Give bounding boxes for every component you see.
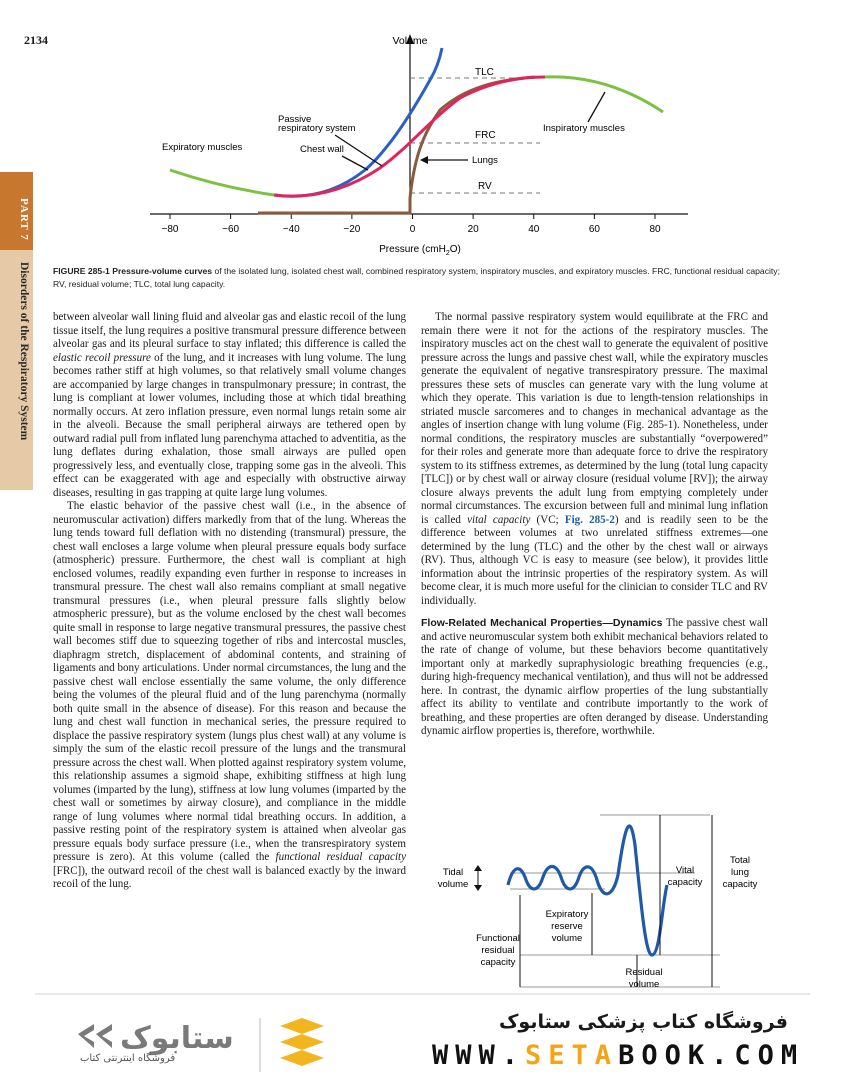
lung-volumes-diagram: [420, 805, 780, 995]
tidal-label-2: volume: [437, 879, 469, 890]
tlc-label-2: lung: [731, 867, 749, 878]
lungs-arrow-icon: [420, 156, 428, 164]
pressure-volume-chart: [150, 30, 690, 262]
tlc-label-3: capacity: [722, 879, 758, 890]
frc-label-3: capacity: [480, 957, 516, 968]
tlc-label: TLC: [475, 67, 494, 78]
rv-label-1: Residual: [625, 967, 663, 978]
footer-divider: [35, 993, 810, 995]
x-tick-label: 20: [467, 224, 479, 235]
y-axis-label: Volume: [392, 35, 428, 47]
section-heading: Flow-Related Mechanical Properties—Dynamics: [421, 617, 663, 629]
store-name: فروشگاه کتاب پزشکی ستابوک: [498, 1011, 788, 1033]
inspiratory-pointer: [588, 92, 605, 122]
passive-label-2: respiratory system: [278, 123, 356, 134]
left-column: [53, 311, 406, 892]
x-tick-label: −20: [343, 224, 361, 235]
left-paragraph-1: between alveolar wall lining fluid and alveolar gas and elastic recoil of the lung tissue itself, the lung requires a positive transmural pressure difference between alveolar gas and its pleural surface to stay inflated; this difference is called the elastic recoil pressure of the lung, and it increases with lung volume. The lung becomes rather stiff at high volumes, so that relatively small volume changes are accompanied by large changes in transpulmonary pressure; in contrast, the lung is compliant at lower volumes, including those at which tidal breathing normally occurs. At zero inflation pressure, even normal lungs retain some air in the alveoli. Because the small peripheral airways are tethered open by outward radial pull from inflated lung parenchyma attached to adventitia, as the lung deflates during exhalation, those small airways are pulled open progressively less, and eventually close, trapping some gas in the alveoli. This effect can be exaggerated with age and especially with obstructive airway diseases, resulting in gas trapping at quite large lung volumes.: [53, 311, 406, 499]
vc-label-2: capacity: [667, 877, 703, 888]
right-column: [421, 311, 768, 739]
rv-label: RV: [478, 181, 492, 192]
page-number: 2134: [24, 33, 48, 47]
lungs-label: Lungs: [472, 155, 498, 166]
x-tick-label: −80: [161, 224, 179, 235]
erv-label-2: reserve: [551, 921, 583, 932]
setabook-logo[interactable]: [70, 1012, 330, 1078]
frc-label-1: Functional: [476, 933, 520, 944]
tidal-label-1: Tidal: [442, 867, 464, 878]
frc-label-2: residual: [481, 945, 515, 956]
x-tick-label: 0: [409, 224, 416, 235]
figure-caption-title: Pressure-volume curves: [112, 266, 213, 276]
expiratory-muscles-curve: [170, 170, 274, 195]
side-tab-part-label: PART 7: [18, 198, 30, 241]
tlc-label-1: Total: [729, 855, 751, 866]
x-tick-label: −60: [222, 224, 240, 235]
figure-caption: [53, 265, 788, 290]
x-tick-label: 60: [588, 224, 600, 235]
tidal-arrow-up-icon: [474, 865, 482, 871]
x-axis-label: Pressure (cmH$_2$O): [379, 244, 461, 257]
erv-label-1: Expiratory: [545, 909, 589, 920]
store-url[interactable]: WWW.SETABOOK.COM: [432, 1040, 805, 1071]
rv-label-2: volume: [628, 979, 660, 990]
logo-wordmark: ستابوک: [120, 1021, 234, 1056]
vc-label-1: Vital: [675, 865, 695, 876]
x-tick-label: −40: [282, 224, 300, 235]
passive-label-1: Passive: [278, 114, 312, 125]
right-paragraph-1: The normal passive respiratory system would equilibrate at the FRC and remain there were it not for the actions of the respiratory muscles. The inspiratory muscles act on the chest wall to generate the equivalent of positive pressure across the lungs and passive chest wall, while the expiratory muscles generate the equivalent of negative transrespiratory pressure. The maximal pressures these sets of muscles can generate vary with the lung volume at which they operate. This variation is due to length-tension relationships in striated muscle sarcomeres and to changes in mechanical advantage as the angles of insertion change with lung volume (Fig. 285-1). Nonetheless, under normal conditions, the respiratory muscles are substantially “overpowered” for their roles and generate more than adequate force to drive the respiratory system to its stiffness extremes, as determined by the lung (total lung capacity [TLC]) or by chest wall or airway closure (residual volume [RV]); the airway closure always prevents the adult lung from emptying completely under normal circumstances. The excursion between full and minimal lung inflation is called vital capacity (VC; Fig. 285-2) and is readily seen to be the difference between volumes at two unrelated stiffness extremes—one determined by the lung (TLC) and the other by the chest wall or airways (RV). Thus, although VC is easy to measure (see below), it provides little information about the intrinsic properties of the respiratory system. As will become clear, it is much more useful for the clinician to consider TLC and RV individually.: [421, 311, 768, 607]
chest-wall-pointer: [342, 156, 368, 170]
figure-caption-text: of the isolated lung, isolated chest wall, combined respiratory system, inspiratory muscles, and expiratory muscles. FRC, functional residual capacity; RV, residual volume; TLC, total lung capacity.: [53, 266, 780, 289]
figure-caption-label: FIGURE 285-1: [53, 266, 110, 276]
figure-285-2-link[interactable]: Fig. 285-2: [564, 513, 615, 526]
right-paragraph-2: Flow-Related Mechanical Properties—Dynamics The passive chest wall and active neuromuscular system both exhibit mechanical behaviors related to the rate of change of volume, but these behaviors become quantitatively important only at markedly supraphysiologic breathing frequencies (e.g., during high-frequency mechanical ventilation), and thus will not be addressed here. In contrast, the dynamic airflow properties of the lung substantially affect its ability to ventilate and contribute importantly to the work of breathing, and these properties are often deranged by disease. Understanding dynamic airflow properties is, therefore, worthwhile.: [421, 617, 768, 737]
spirogram-trace: [508, 826, 667, 955]
logo-tagline: فروشگاه اینترنتی کتاب: [80, 1053, 176, 1064]
expiratory-label: Expiratory muscles: [162, 142, 243, 153]
x-tick-label: 40: [528, 224, 540, 235]
inspiratory-label: Inspiratory muscles: [543, 123, 625, 134]
erv-label-3: volume: [551, 933, 583, 944]
frc-label: FRC: [475, 130, 496, 141]
tidal-arrow-down-icon: [474, 885, 482, 891]
setabook-logo-icon: [70, 1012, 330, 1078]
left-paragraph-2: The elastic behavior of the passive chest wall (i.e., in the absence of neuromuscular activation) differs markedly from that of the lung. Whereas the lung tends toward full deflation with no distending (transmural) pressure, the chest wall encloses a large volume when pleural pressure equals body surface (atmospheric) pressure. Furthermore, the chest wall is compliant at high enclosed volumes, readily expanding even further in response to increases in transmural pressure. The chest wall also remains compliant at small negative transmural pressures (i.e., when pleural pressure falls slightly below atmospheric pressure), but as the volume enclosed by the chest wall becomes quite small in response to large negative transmural pressures, the passive chest wall becomes stiff due to squeezing together of ribs and intercostal muscles, diaphragm stretch, displacement of abdominal contents, and straining of ligaments and bony articulations. Under normal circumstances, the lung and the passive chest wall enclose essentially the same volume, the only difference being the volumes of the pleural fluid and of the lung parenchyma (normally both quite small in the absence of disease). For this reason and because the lung and chest wall function in mechanical series, the pressure required to displace the passive respiratory system (lungs plus chest wall) at any volume is simply the sum of the elastic recoil pressure of the lungs and the transmural pressure across the chest wall. When plotted against respiratory system volume, this relationship assumes a sigmoid shape, exhibiting stiffness at high lung volumes (imparted by the lung), stiffness at low lung volumes (imparted by the chest wall or sometimes by airway closure), and compliance in the middle range of lung volumes where normal tidal breathing occurs. In addition, a passive resting point of the respiratory system is attained when alveolar gas pressure equals body surface pressure (i.e., when the transrespiratory system pressure is zero). At this volume (called the functional residual capacity [FRC]), the outward recoil of the chest wall is balanced exactly by the inward recoil of the lung.: [53, 500, 406, 890]
chest-wall-label: Chest wall: [300, 144, 344, 155]
side-tab-title: Disorders of the Respiratory System: [18, 262, 30, 441]
x-ticks: [162, 214, 661, 235]
x-tick-label: 80: [649, 224, 661, 235]
